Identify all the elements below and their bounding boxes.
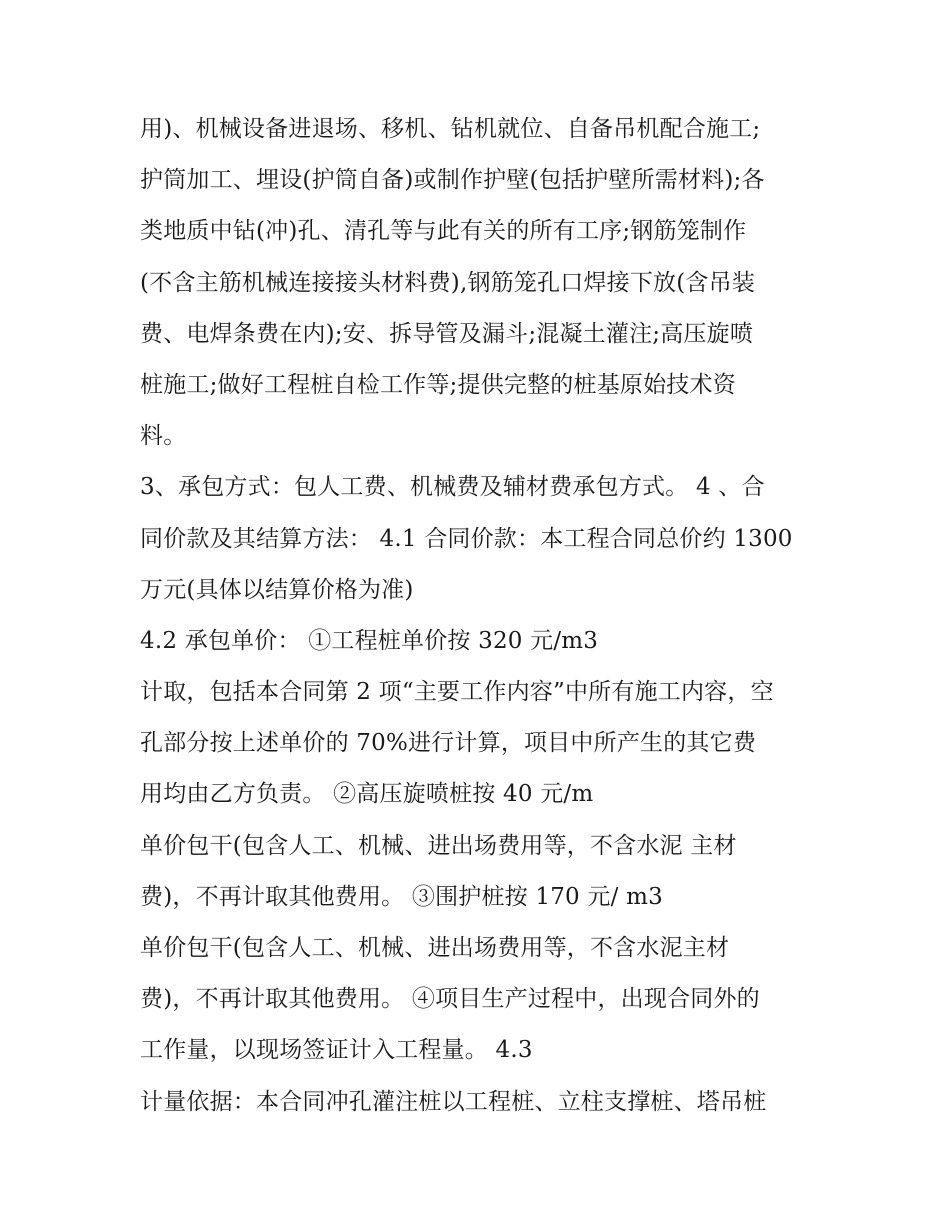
text-line-16: 费)，不再计取其他费用。 ③围护桩按 170 元/ m3 [140,883,663,910]
text-line-14: 用均由乙方负责。 ②高压旋喷桩按 40 元/m [140,781,594,808]
text-line-8: 3、承包方式：包人工费、机械费及辅材费承包方式。 4 、合 [140,474,765,501]
text-line-9: 同价款及其结算方法： 4.1 合同价款：本工程合同总价约 1300 [140,525,793,552]
document-body [140,104,820,1128]
text-line-13: 孔部分按上述单价的 70%进行计算，项目中所产生的其它费 [140,730,757,757]
text-line-10: 万元(具体以结算价格为准) [140,576,414,603]
text-line-2: 护筒加工、埋设(护筒自备)或制作护壁(包括护壁所需材料);各 [140,167,765,194]
text-line-5: 费、电焊条费在内);安、拆导管及漏斗;混凝土灌注;高压旋喷 [140,320,754,347]
text-line-12: 计取，包括本合同第 2 项“主要工作内容”中所有施工内容，空 [140,679,774,706]
text-line-4: (不含主筋机械连接接头材料费),钢筋笼孔口焊接下放(含吊装 [140,269,756,296]
text-line-7: 料。 [140,423,187,450]
text-line-18: 费)，不再计取其他费用。 ④项目生产过程中，出现合同外的 [140,986,760,1013]
text-line-6: 桩施工;做好工程桩自检工作等;提供完整的桩基原始技术资 [140,371,736,398]
text-line-15: 单价包干(包含人工、机械、进出场费用等，不含水泥 主材 [140,832,737,859]
text-line-17: 单价包干(包含人工、机械、进出场费用等，不含水泥主材 [140,935,730,961]
text-line-19: 工作量，以现场签证计入工程量。 4.3 [140,1037,533,1064]
text-line-3: 类地质中钻(冲)孔、清孔等与此有关的所有工序;钢筋笼制作 [140,218,747,245]
text-line-11: 4.2 承包单价： ①工程桩单价按 320 元/m3 [140,627,599,654]
text-line-20: 计量依据：本合同冲孔灌注桩以工程桩、立柱支撑桩、塔吊桩 [140,1088,767,1115]
text-line-1: 用)、机械设备进退场、移机、钻机就位、自备吊机配合施工; [140,116,761,142]
